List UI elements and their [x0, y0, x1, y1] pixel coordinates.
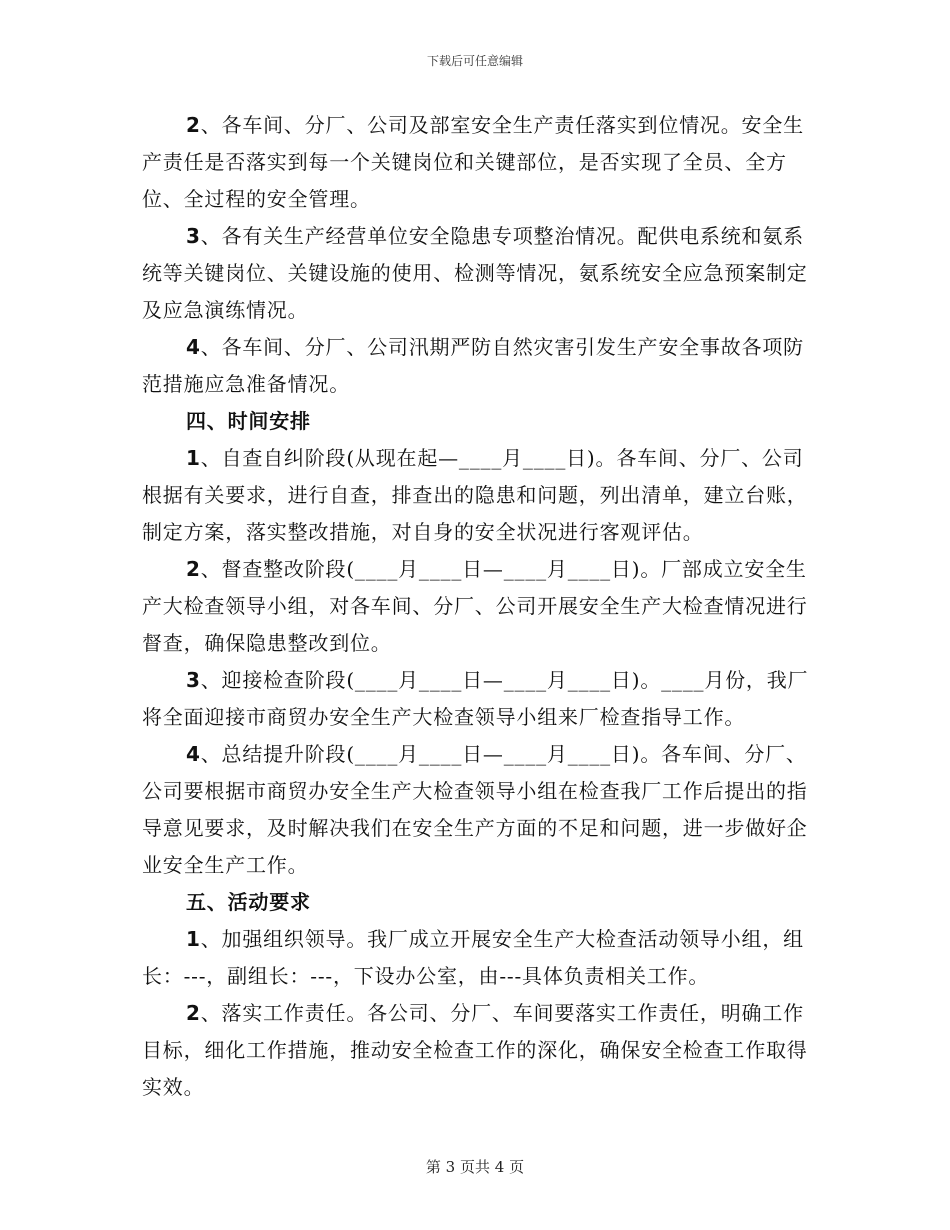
paragraph-text: 、自查自纠阶段(从现在起—____月____日)。各车间、分厂、公司根据有关要求，进行自查，排查出的隐患和问题，列出清单，建立台账，制定方案，落实整改措施，对自身的安全状况进行客观评估。	[142, 446, 808, 544]
page-footer: 第 3 页共 4 页	[425, 1158, 525, 1176]
paragraph	[142, 995, 822, 1106]
paragraph	[142, 218, 822, 329]
paragraph	[142, 551, 822, 662]
paragraph	[142, 736, 822, 884]
item-number: 4	[186, 335, 201, 359]
paragraph-text: 、督查整改阶段(____月____日—____月____日)。厂部成立安全生产大检查领导小组，对各车间、分厂、公司开展安全生产大检查情况进行督查，确保隐患整改到位。	[142, 557, 808, 655]
paragraph	[142, 329, 822, 403]
paragraph-text: 、迎接检查阶段(____月____日—____月____日)。____月份，我厂将全面迎接市商贸办安全生产大检查领导小组来厂检查指导工作。	[142, 668, 809, 729]
paragraph	[142, 662, 822, 736]
item-number: 2	[186, 1001, 201, 1025]
paragraph	[142, 440, 822, 551]
item-number: 3	[186, 224, 201, 248]
paragraph-text: 、落实工作责任。各公司、分厂、车间要落实工作责任，明确工作目标，细化工作措施，推动安全检查工作的深化，确保安全检查工作取得实效。	[142, 1001, 808, 1099]
paragraph-text: 、各车间、分厂、公司汛期严防自然灾害引发生产安全事故各项防范措施应急准备情况。	[142, 335, 804, 396]
paragraph-text: 、各有关生产经营单位安全隐患专项整治情况。配供电系统和氨系统等关键岗位、关键设施的使用、检测等情况，氨系统安全应急预案制定及应急演练情况。	[142, 224, 808, 322]
paragraph-text: 、总结提升阶段(____月____日—____月____日)。各车间、分厂、公司要根据市商贸办安全生产大检查领导小组在检查我厂工作后提出的指导意见要求，及时解决我们在安全生产方面的不足和问题，进一步做好企业安全生产工作。	[142, 742, 808, 877]
item-number: 4	[186, 742, 201, 766]
item-number: 2	[186, 557, 201, 581]
item-number: 1	[186, 927, 201, 951]
paragraph-text: 、加强组织领导。我厂成立开展安全生产大检查活动领导小组，组长：---，副组长：---，下设办公室，由---具体负责相关工作。	[142, 927, 804, 988]
item-number: 3	[186, 668, 201, 692]
item-number: 1	[186, 446, 201, 470]
section-heading: 五、活动要求	[186, 890, 311, 914]
page-header: 下载后可任意编辑	[426, 54, 523, 68]
paragraph	[142, 107, 822, 218]
paragraph	[142, 921, 822, 995]
document-body	[142, 107, 822, 1106]
item-number: 2	[186, 113, 201, 137]
paragraph-text: 、各车间、分厂、公司及部室安全生产责任落实到位情况。安全生产责任是否落实到每一个关键岗位和关键部位，是否实现了全员、全方位、全过程的安全管理。	[142, 113, 804, 211]
section-heading: 四、时间安排	[186, 409, 311, 433]
